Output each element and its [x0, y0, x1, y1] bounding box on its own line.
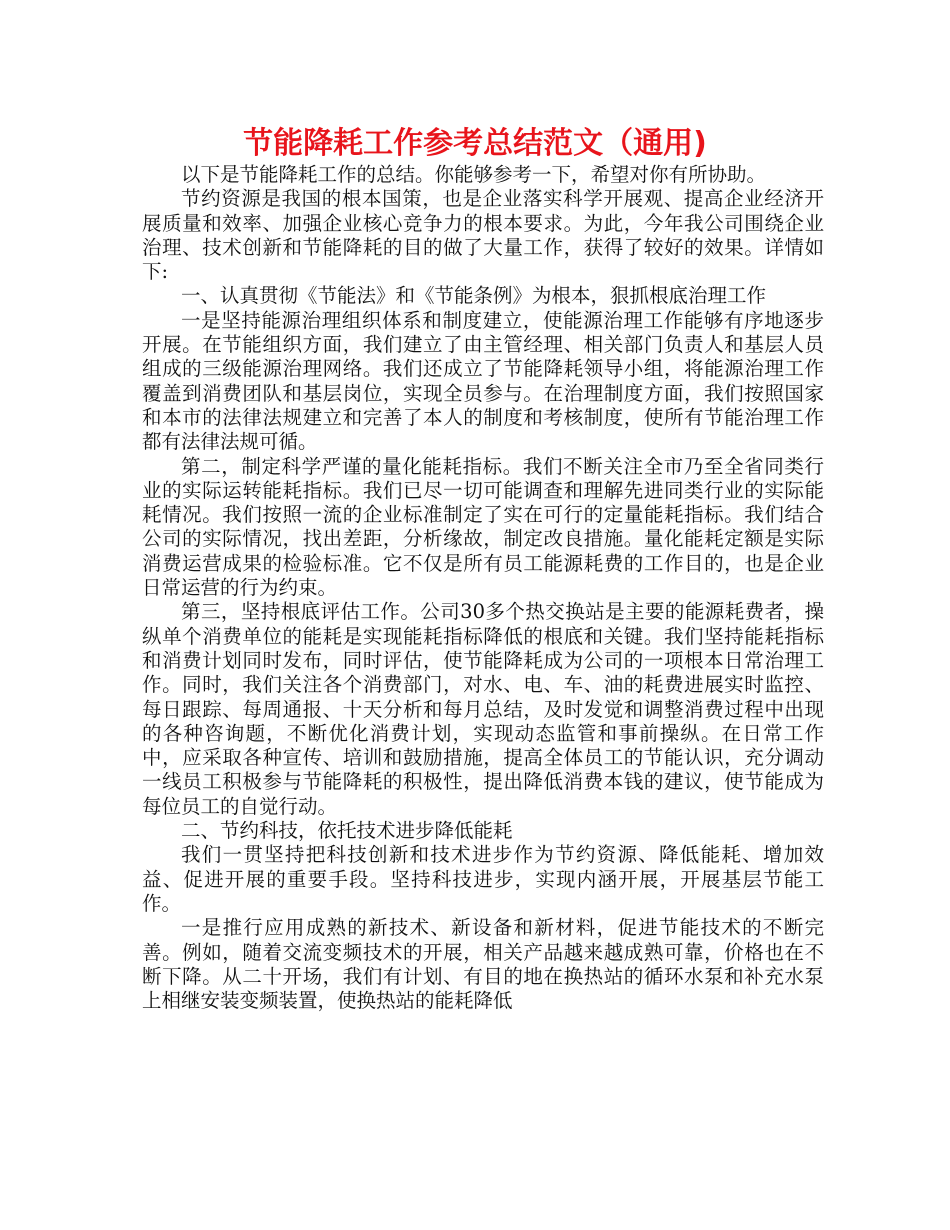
paragraph-indicators: 第二，制定科学严谨的量化能耗指标。我们不断关注全市乃至全省同类行业的实际运转能耗指标。我们已尽一切可能调查和理解先进同类行业的实际能耗情况。我们按照一流的企业标准制定了实在可行的定量能耗指标。我们结合公司的实际情况，找出差距，分析缘故，制定改良措施。量化能耗定额是实际消费运营成果的检验标准。它不仅是所有员工能源耗费的工作目的，也是企业日常运营的行为约束。: [142, 454, 824, 600]
paragraph-intro: 以下是节能降耗工作的总结。你能够参考一下，希望对你有所协助。: [181, 163, 767, 186]
section-heading-1: 一、认真贯彻《节能法》和《节能条例》为根本，狠抓根底治理工作: [181, 284, 767, 308]
paragraph-organization: 一是坚持能源治理组织体系和制度建立，使能源治理工作能够有序地逐步开展。在节能组织方面，我们建立了由主管经理、相关部门负责人和基层人员组成的三级能源治理网络。我们还成立了节能降耗领导小组，将能源治理工作覆盖到消费团队和基层岗位，实现全员参与。在治理制度方面，我们按照国家和本市的法律法规建立和完善了本人的制度和考核制度，使所有节能治理工作都有法律法规可循。: [142, 308, 824, 454]
paragraph-evaluation: 第三，坚持根底评估工作。公司30多个热交换站是主要的能源耗费者，操纵单个消费单位的能耗是实现能耗指标降低的根底和关键。我们坚持能耗指标和消费计划同时发布，同时评估，使节能降耗成为公司的一项根本日常治理工作。同时，我们关注各个消费部门，对水、电、车、油的耗费进展实时监控、每日跟踪、每周通报、十天分析和每月总结，及时发觉和调整消费过程中出现的各种咨询题，不断优化消费计划，实现动态监管和事前操纵。在日常工作中，应采取各种宣传、培训和鼓励措施，提高全体员工的节能认识，充分调动一线员工积极参与节能降耗的积极性，提出降低消费本钱的建议，使节能成为每位员工的自觉行动。: [142, 600, 824, 818]
document-body: [142, 163, 824, 1013]
paragraph-background: 节约资源是我国的根本国策，也是企业落实科学开展观、提高企业经济开展质量和效率、加强企业核心竞争力的根本要求。为此，今年我公司围绕企业治理、技术创新和节能降耗的目的做了大量工作，获得了较好的效果。详情如下:: [142, 187, 824, 284]
paragraph-technology: 我们一贯坚持把科技创新和技术进步作为节约资源、降低能耗、增加效益、促进开展的重要手段。坚持科技进步，实现内涵开展，开展基层节能工作。: [142, 843, 824, 915]
document-title: 节能降耗工作参考总结范文（通用): [243, 126, 707, 161]
paragraph-new-tech: 一是推行应用成熟的新技术、新设备和新材料，促进节能技术的不断完善。例如，随着交流变频技术的开展，相关产品越来越成熟可靠，价格也在不断下降。从二十开场，我们有计划、有目的地在换热站的循环水泵和补充水泵上相继安装变频装置，使换热站的能耗降低: [142, 916, 824, 1013]
section-heading-2: 二、节约科技，依托技术进步降低能耗: [181, 819, 513, 843]
